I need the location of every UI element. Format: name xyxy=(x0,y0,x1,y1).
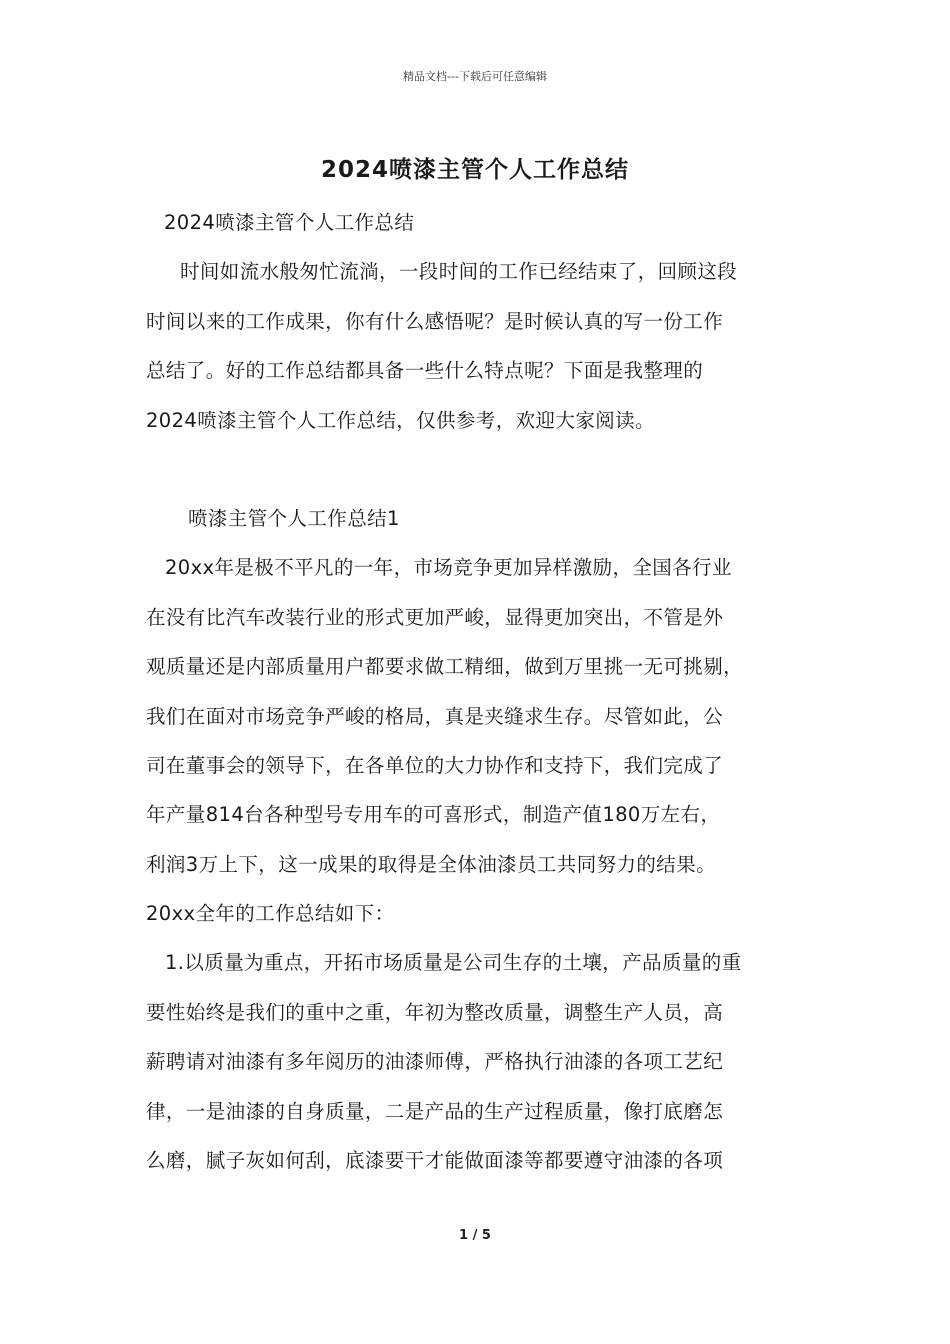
document-subtitle: 2024喷漆主管个人工作总结 xyxy=(164,211,415,234)
paragraph-line: 律，一是油漆的自身质量，二是产品的生产过程质量，像打底磨怎 xyxy=(146,1099,724,1123)
page-title: 2024喷漆主管个人工作总结 xyxy=(320,157,629,183)
paragraph-line: 时间如流水般匆忙流淌，一段时间的工作已经结束了，回顾这段 xyxy=(180,260,738,284)
paragraph-line: 利润3万上下，这一成果的取得是全体油漆员工共同努力的结果。 xyxy=(146,852,717,876)
document-body xyxy=(146,198,814,1185)
paragraph-line: 司在董事会的领导下，在各单位的大力协作和支持下，我们完成了 xyxy=(146,753,724,777)
paragraph-line: 观质量还是内部质量用户都要求做工精细，做到万里挑一无可挑剔， xyxy=(146,655,744,679)
paragraph-line: 20xx年是极不平凡的一年，市场竞争更加异样激励，全国各行业 xyxy=(165,556,732,580)
paragraph-line: 时间以来的工作成果，你有什么感悟呢？是时候认真的写一份工作 xyxy=(146,309,724,333)
paragraph-gap xyxy=(146,445,814,494)
paragraph-line: 总结了。好的工作总结都具备一些什么特点呢？下面是我整理的 xyxy=(146,359,704,383)
paragraph-line: 要性始终是我们的重中之重，年初为整改质量，调整生产人员，高 xyxy=(146,1000,724,1024)
paragraph-line: 我们在面对市场竞争严峻的格局，真是夹缝求生存。尽管如此，公 xyxy=(146,704,724,728)
paragraph-line: 薪聘请对油漆有多年阅历的油漆师傅，严格执行油漆的各项工艺纪 xyxy=(146,1050,724,1074)
paragraph-line: 么磨，腻子灰如何刮，底漆要干才能做面漆等都要遵守油漆的各项 xyxy=(146,1149,724,1173)
paragraph-line: 20xx全年的工作总结如下： xyxy=(146,902,395,926)
paragraph-line: 2024喷漆主管个人工作总结，仅供参考，欢迎大家阅读。 xyxy=(146,408,655,432)
paragraph-line: 年产量814台各种型号专用车的可喜形式，制造产值180万左右， xyxy=(146,803,721,827)
page-number: 1 / 5 xyxy=(459,1228,491,1243)
header-note: 精品文档---下载后可任意编辑 xyxy=(403,70,547,83)
section-heading: 喷漆主管个人工作总结1 xyxy=(188,506,400,530)
paragraph-line: 在没有比汽车改装行业的形式更加严峻，显得更加突出，不管是外 xyxy=(146,605,724,629)
paragraph-line: 1.以质量为重点，开拓市场质量是公司生存的土壤，产品质量的重 xyxy=(165,951,742,975)
